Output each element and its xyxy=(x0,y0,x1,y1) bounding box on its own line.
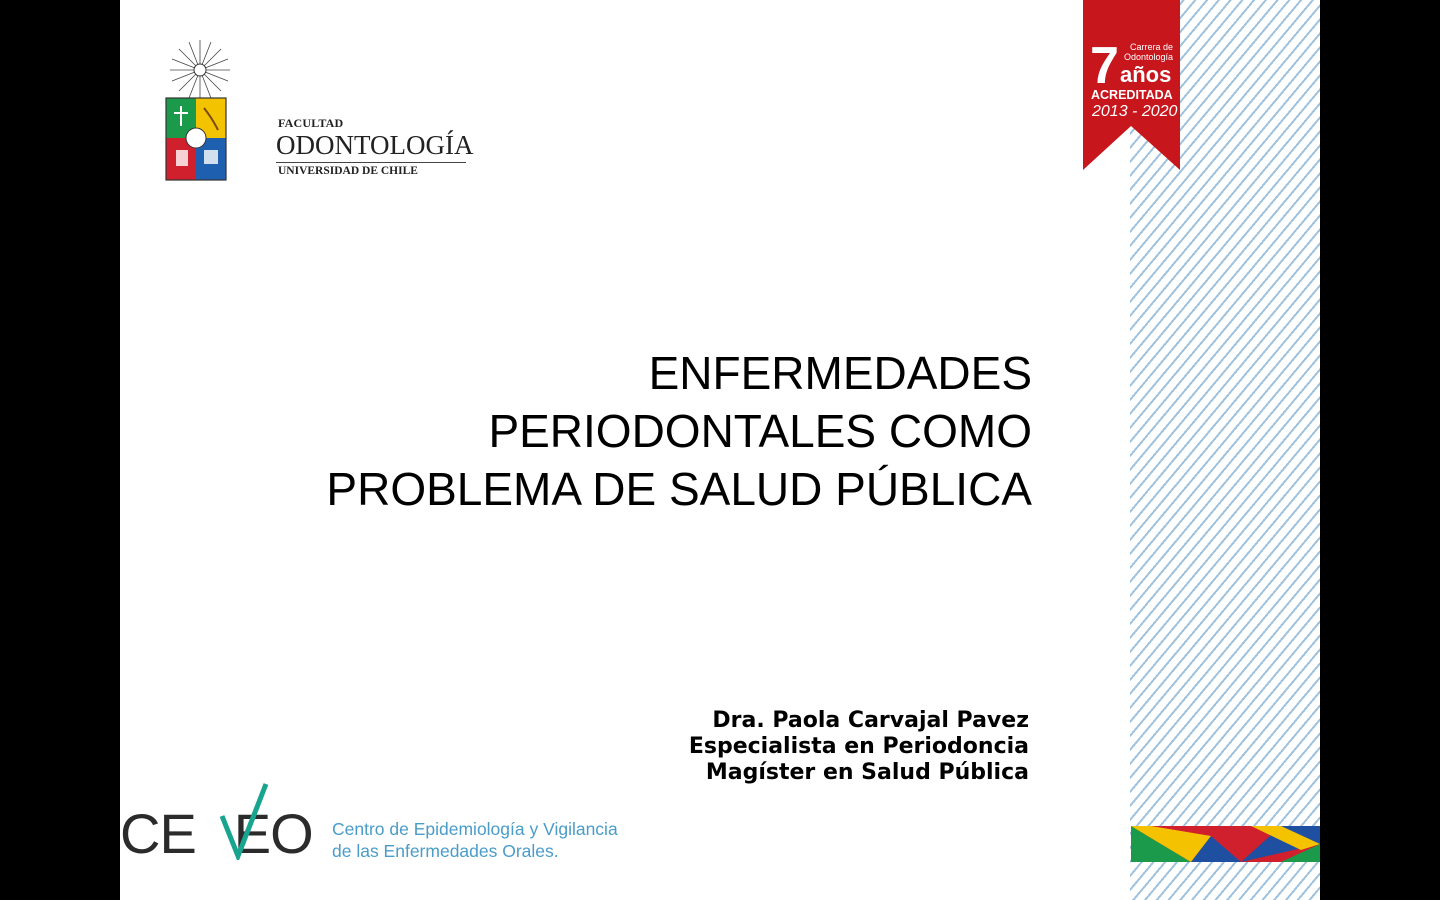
ribbon-acreditada: ACREDITADA xyxy=(1091,88,1173,102)
title-line-2: PERIODONTALES COMO xyxy=(488,405,1032,457)
ceveo-desc-line-2: de las Enfermedades Orales. xyxy=(332,841,559,861)
ribbon-carrera-text: Carrera de xyxy=(1129,42,1173,52)
author-specialty: Especialista en Periodoncia xyxy=(688,734,1029,759)
check-icon xyxy=(216,782,276,860)
author-degree: Magíster en Salud Pública xyxy=(705,760,1029,785)
ribbon-odontologia-text: Odontología xyxy=(1123,52,1173,62)
logo-divider xyxy=(276,162,466,163)
color-band-decoration xyxy=(1131,826,1320,862)
ribbon-number: 7 xyxy=(1090,37,1119,95)
ribbon-anos: años xyxy=(1120,62,1172,87)
ribbon-years: 2013 - 2020 xyxy=(1092,103,1178,120)
faculty-label: FACULTAD xyxy=(278,116,344,130)
accreditation-ribbon xyxy=(1083,0,1180,170)
title-line-3: PROBLEMA DE SALUD PÚBLICA xyxy=(326,463,1032,515)
slide-title xyxy=(232,344,1032,518)
author-name: Dra. Paola Carvajal Pavez xyxy=(712,708,1029,733)
faculty-logo xyxy=(162,38,474,188)
odontologia-label: ODONTOLOGÍA xyxy=(276,130,474,160)
ceveo-wordmark-left: CE xyxy=(120,802,196,865)
presentation-slide xyxy=(120,0,1320,900)
ceveo-wordmark-right: EO xyxy=(233,802,313,865)
university-label: UNIVERSIDAD DE CHILE xyxy=(278,165,418,177)
author-block xyxy=(689,708,1029,786)
title-line-1: ENFERMEDADES xyxy=(648,347,1032,399)
ceveo-desc-line-1: Centro de Epidemiología y Vigilancia xyxy=(332,819,618,839)
ceveo-description xyxy=(332,818,618,862)
crest-icon xyxy=(162,38,242,188)
